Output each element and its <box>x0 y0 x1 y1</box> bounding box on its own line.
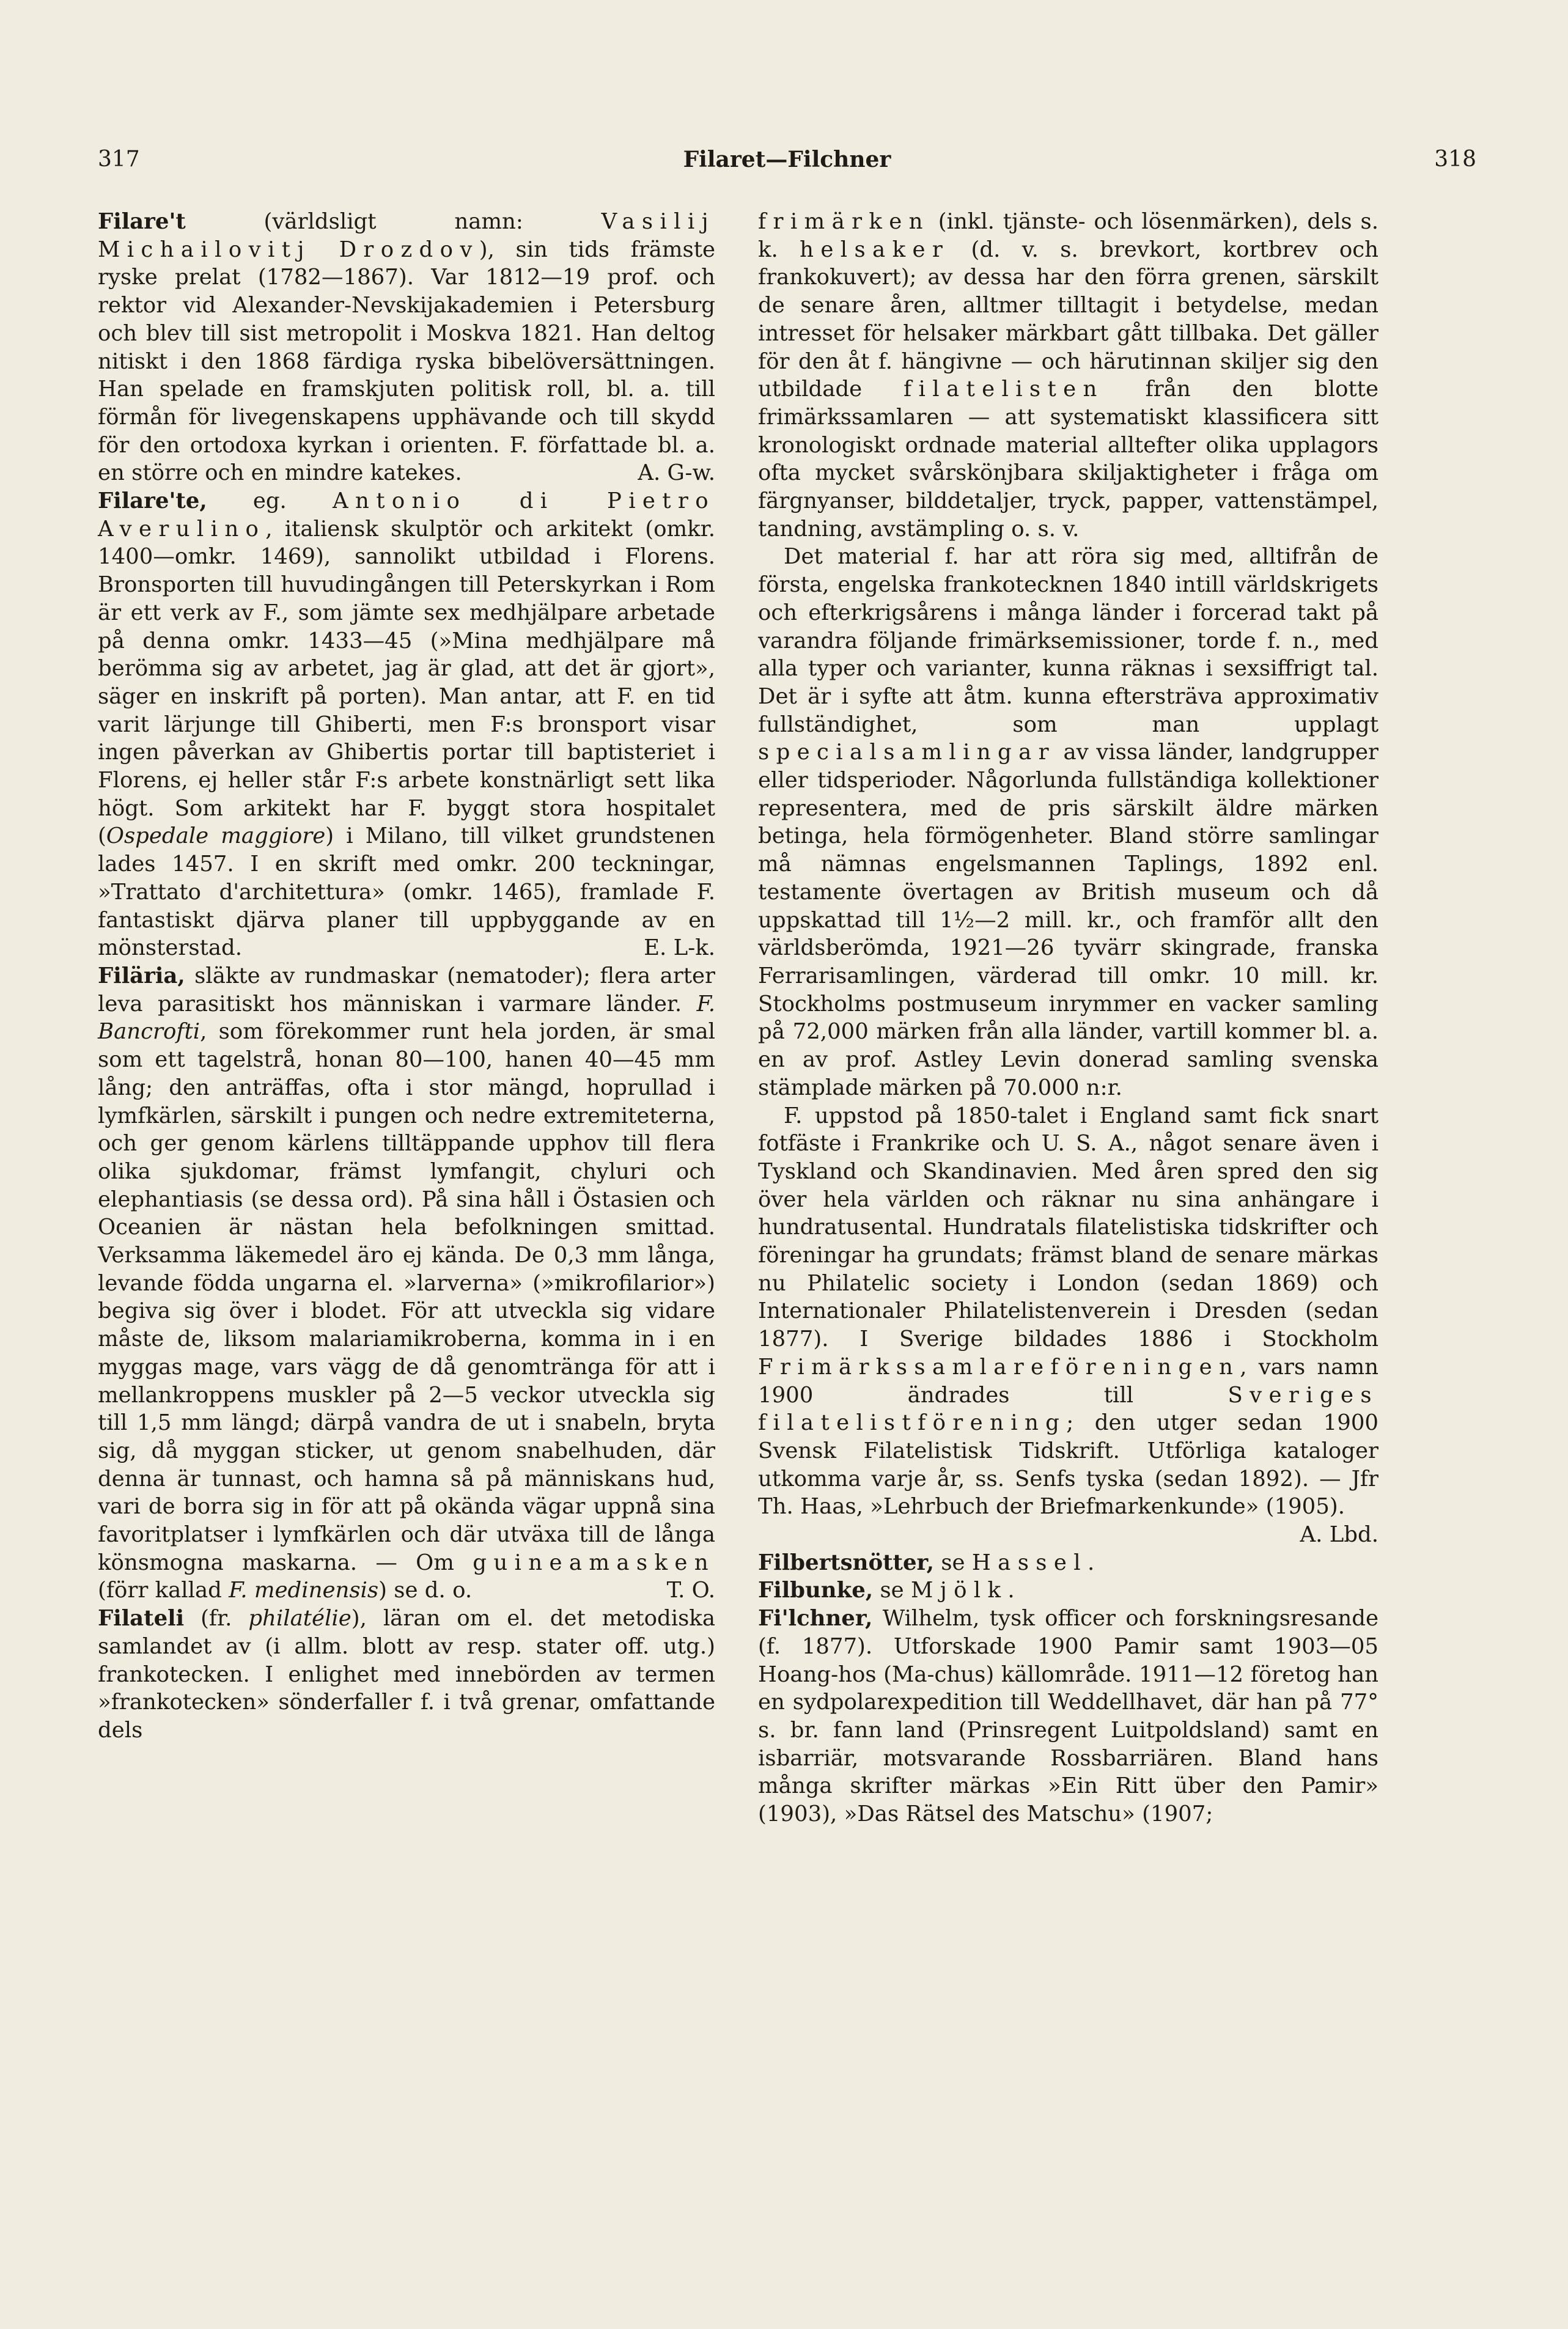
entry-filarete <box>98 487 715 962</box>
entry-text: Det material f. har att röra sig med, alltifrån de första, engelska frankotecknen 1840 intill världskrigets och efterkrigsårens i många länder i forcerad takt på varandra följande frimärksemissioner, torde f. n., med alla typer och varianter, kunna räknas i sexsiffrigt tal. Det är i syfte att åtm. kunna eftersträva approximativ fullständighet, som man upplagt <box>758 544 1378 737</box>
spaced-name: Vasilij Michailovitj Drozdov <box>98 209 715 262</box>
entry-text: Wilhelm, tysk officer och forskningsresande (f. 1877). Utforskade 1900 Pamir samt 1903—05 Hoang-hos (Ma-chus) källområde. 1911—12 företog han en sydpolarexpedition till Weddellhavet, där han på 77° s. br. fann land (Prinsregent Luitpoldsland) samt en isbarriär, motsvarande Rossbarriären. Bland hans många skrifter märkas »Ein Ritt über den Pamir» (1903), »Das Rätsel des Matschu» (1907; <box>758 1606 1378 1827</box>
spaced-term: helsaker <box>800 237 950 262</box>
entry-text: från den blotte frimärkssamlaren — att systematiskt klassificera sitt kronologiskt ordnade material alltefter olika upplagors ofta mycket svårskönjbara skiljaktigheter i fråga om färgnyanser, bilddetaljer, tryck, papper, vattenstämpel, tandning, avstämpling o. s. v. <box>758 377 1378 542</box>
spaced-term: specialsamlingar <box>758 740 1056 765</box>
entry-filbertsnotter <box>758 1549 1378 1577</box>
entry-filbunke <box>758 1577 1378 1605</box>
headword: Filäria, <box>98 963 185 988</box>
entry-text: ) i Milano, till vilket grundstenen lades 1457. I en skrift med omkr. 200 teckningar, »Trattato d'architettura» (omkr. 1465), framlade F. fantastiskt djärva planer till uppbyggande av en mönsterstad. <box>98 823 715 961</box>
entry-filaria <box>98 962 715 1605</box>
italic-term: Ospedale maggiore <box>106 823 326 849</box>
running-title: Filaret—Filchner <box>683 147 891 172</box>
entry-text: (världsligt namn: <box>263 209 523 234</box>
author-signature: A. Lbd. <box>1300 1522 1378 1548</box>
entry-text: (d. v. s. brevkort, kortbrev och frankokuvert); av dessa har den förra grenen, särskilt de senare åren, alltmer tilltagit i betydelse, medan intresset för helsaker märkbart gått tillbaka. Det gäller för den åt f. hängivne — och härutinnan skiljer sig den utbildade <box>758 237 1378 402</box>
entry-text: ; den utger sedan 1900 Svensk Filatelistisk Tidskrift. Utförliga kataloger utkomma varje år, ss. Senfs tyska (sedan 1892). — Jfr Th. Haas, »Lehrbuch der Briefmarkenkunde» (1905). <box>758 1410 1378 1520</box>
entry-text: ), läran om el. det metodiska samlandet av (i allm. blott av resp. stater off. utg.) frankotecken. I enlighet med innebörden av termen »frankotecken» sönderfaller f. i två grenar, omfattande dels <box>98 1606 715 1743</box>
spaced-name: Antonio di Pietro Averulino <box>98 488 715 542</box>
cross-reference: Hassel <box>971 1550 1088 1575</box>
entry-text: se <box>880 1578 904 1603</box>
italic-term: philatélie <box>248 1606 352 1632</box>
spaced-term: guineamasken <box>473 1550 715 1575</box>
filateli-paragraph-2 <box>758 543 1378 1102</box>
entry-filateli <box>98 1605 715 1745</box>
entry-text: ), sin tids främste ryske prelat (1782—1867). Var 1812—19 prof. och rektor vid Alexander-Nevskijakademien i Petersburg och blev till sist metropolit i Moskva 1821. Han deltog nitiskt i den 1868 färdiga ryska bibelöversättningen. Han spelade en framskjuten politisk roll, bl. a. till förmån för livegenskapens upphävande och till skydd för den ortodoxa kyrkan i orienten. F. författade bl. a. en större och en mindre katekes. <box>98 237 715 486</box>
filateli-paragraph-3 <box>758 1102 1378 1549</box>
headword: Filbunke, <box>758 1578 874 1603</box>
entry-text: , vars namn 1900 ändrades till <box>758 1354 1378 1408</box>
spaced-term: Frimärkssamlareföreningen <box>758 1354 1240 1380</box>
author-signature: E. L-k. <box>644 935 715 961</box>
headword: Filbertsnötter, <box>758 1550 935 1575</box>
entry-text: ) se d. o. <box>378 1578 473 1603</box>
headword: Fi'lchner, <box>758 1606 873 1632</box>
entry-text: , italiensk skulptör och arkitekt (omkr. 1400—omkr. 1469), sannolikt utbildad i Florens. Bronsporten till huvudingången till Peterskyrkan i Rom är ett verk av F., som jämte sex medhjälpare arbetade på denna omkr. 1433—45 (»Mina medhjälpare må berömma sig av arbetet, jag är glad, att det är gjort», säger en inskrift på porten). Man antar, att F. en tid varit lärjunge till Ghiberti, men F:s bronsport visar ingen påverkan av Ghibertis portar till baptisteriet i Florens, ej heller står F:s arbete konstnärligt sett lika högt. Som arkitekt har F. byggt stora hospitalet ( <box>98 516 715 849</box>
italic-term: F. medinensis <box>229 1578 379 1603</box>
entry-text: F. uppstod på 1850-talet i England samt fick snart fotfäste i Frankrike och U. S. A., något senare även i Tyskland och Skandinavien. Med åren spred den sig över hela världen och räknar nu sina anhängare i hundratusental. Hundratals filatelistiska tidskrifter och föreningar ha grundats; främst bland de senare märkas nu Philatelic society i London (sedan 1869) och Internationaler Philatelistenverein i Dresden (sedan 1877). I Sverige bildades 1886 i Stockholm <box>758 1103 1378 1352</box>
entry-text: (inkl. tjänste- och lösenmärken), dels s. k. <box>758 209 1378 262</box>
entry-text: eg. <box>252 488 287 514</box>
entry-text: av vissa länder, landgrupper eller tidsperioder. Någorlunda fullständiga kollektioner representera, med de pris särskilt äldre märken betinga, hela förmögenheter. Bland större samlingar må nämnas engelsmannen Taplings, 1892 enl. testamente övertagen av British museum och då uppskattad till 1½—2 mill. kr., och framför allt den världsberömda, 1921—26 tyvärr skingrade, franska Ferrarisamlingen, värderad till omkr. 10 mill. kr. Stockholms postmuseum inrymmer en vacker samling på 72,000 märken från alla länder, vartill kommer bl. a. en av prof. Astley Levin donerad samling svenska stämplade märken på 70.000 n:r. <box>758 740 1378 1100</box>
spaced-term: Sveriges filatelistförening <box>758 1382 1378 1436</box>
entry-text: släkte av rundmaskar (nematoder); flera arter leva parasitiskt hos människan i varmare länder. <box>98 963 715 1017</box>
author-signature: T. O. <box>666 1578 715 1603</box>
filateli-continuation <box>758 208 1378 543</box>
entry-filchner <box>758 1605 1378 1828</box>
entry-text: . <box>1007 1578 1015 1603</box>
entry-text: , som förekommer runt hela jorden, är smal som ett tagelstrå, honan 80—100, hanen 40—45 mm lång; den anträffas, ofta i stor mängd, hoprullad i lymfkärlen, särskilt i pungen och nedre extremiteterna, och ger genom kärlens tilltäppande upphov till flera olika sjukdomar, främst lymfangit, chyluri och elephantiasis (se dessa ord). På sina håll i Östasien och Oceanien är nästan hela befolkningen smittad. Verksamma läkemedel äro ej kända. De 0,3 mm långa, levande födda ungarna el. »larverna» (»mikrofilarior») begiva sig över i blodet. För att utveckla sig vidare måste de, liksom malariamikroberna, komma in i en myggas mage, vars vägg de då genomtränga för att i mellankroppens muskler på 2—5 veckor utveckla sig till 1,5 mm längd; därpå vandra de ut i snabeln, bryta sig, då myggan sticker, ut genom snabelhuden, där denna är tunnast, och hamna så på människans hud, vari de borra sig in för att på okända vägar uppnå sina favoritplatser i lymfkärlen och där utväxa till de långa könsmogna maskarna. — Om <box>98 1019 715 1575</box>
italic-term: F. Bancrofti <box>98 991 715 1045</box>
entry-filaret <box>98 208 715 487</box>
entry-text: . <box>1087 1550 1095 1575</box>
right-column <box>758 208 1378 1828</box>
headword: Filare't <box>98 209 186 234</box>
headword: Filare'te, <box>98 488 207 514</box>
entry-text: (fr. <box>201 1606 232 1632</box>
spaced-term: filatelisten <box>904 377 1104 402</box>
headword: Filateli <box>98 1606 185 1632</box>
page-header <box>98 147 1476 183</box>
author-signature: A. G-w. <box>638 460 715 486</box>
entry-text: (förr kallad <box>98 1578 222 1603</box>
spaced-term: frimärken <box>758 209 930 234</box>
page-number-left: 317 <box>98 147 140 172</box>
entry-text: se <box>941 1550 965 1575</box>
left-column <box>98 208 715 1745</box>
cross-reference: Mjölk <box>911 1578 1008 1603</box>
page-number-right: 318 <box>1434 147 1476 172</box>
